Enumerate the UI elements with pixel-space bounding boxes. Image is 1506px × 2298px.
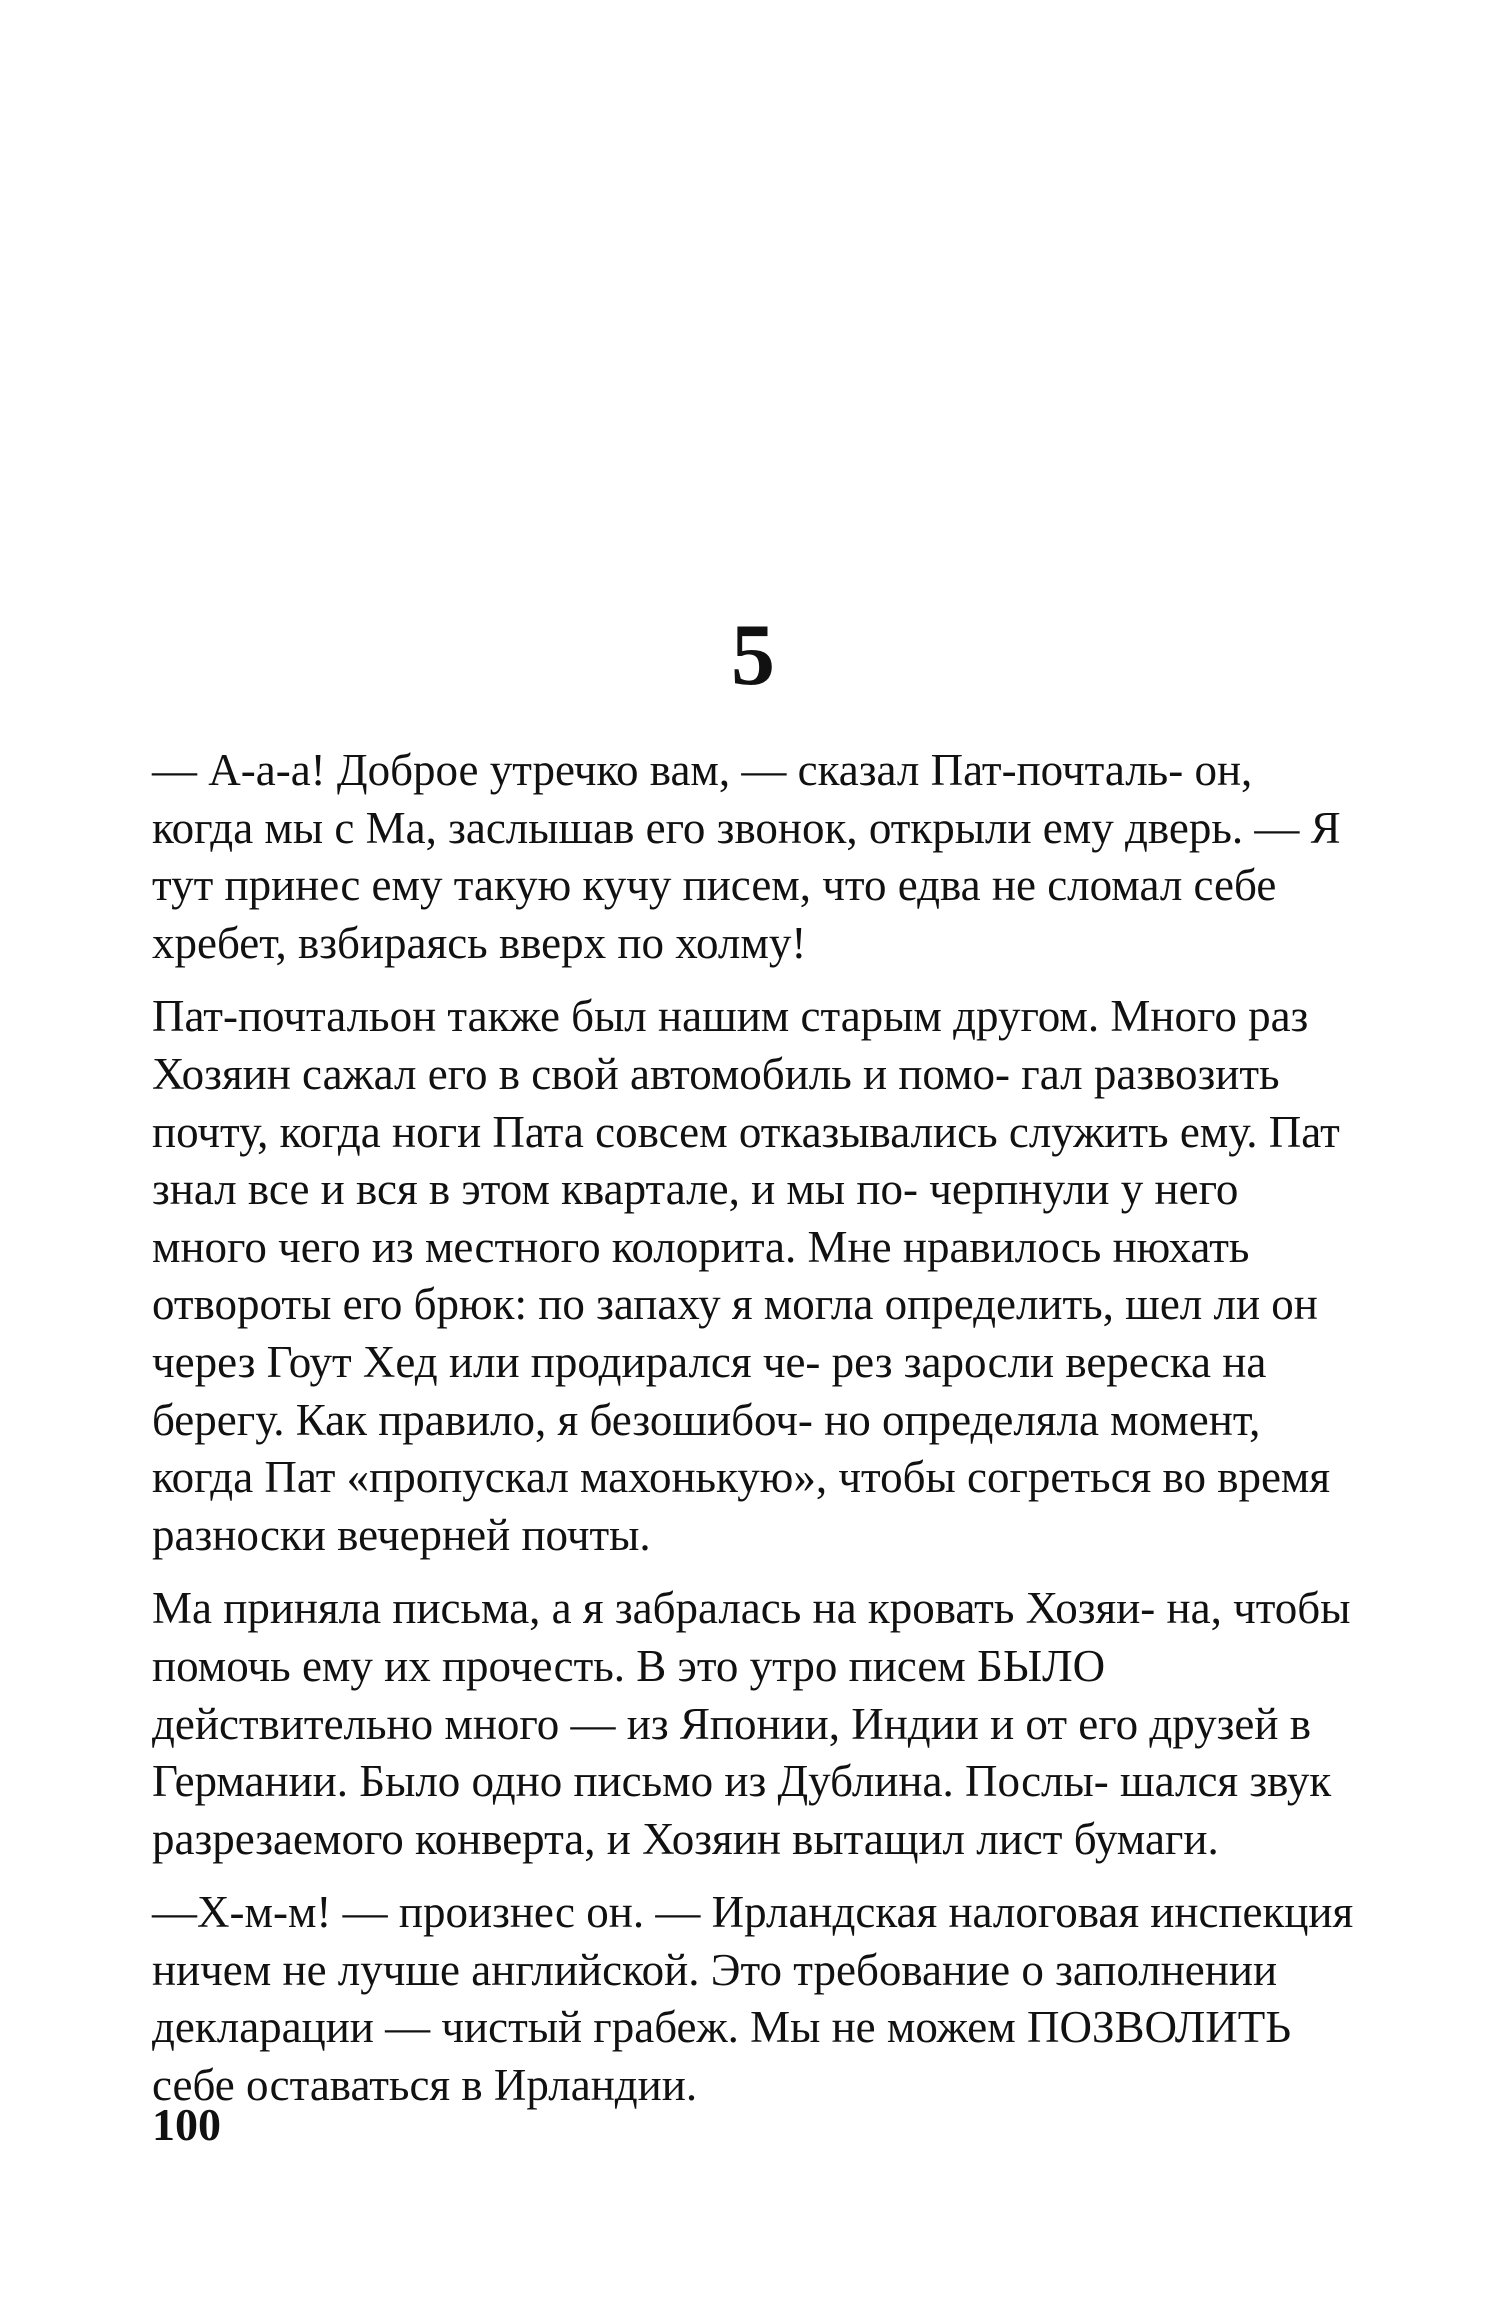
text-line: БЫЛО действительно много — из Японии, Индии и от его: [152, 1640, 1139, 1749]
text-line: чтобы согреться во время разноски вечерней почты.: [152, 1452, 1331, 1560]
text-line: заполнении декларации — чистый грабеж. Мы не можем: [152, 1944, 1278, 2053]
text-line: друзей в Германии. Было одно письмо из Дублина. Послы-: [152, 1698, 1311, 1807]
text-line: инспекция ничем не лучше английской. Это требование о: [152, 1887, 1354, 1995]
text-line: — А-а-а! Доброе утречко вам, — сказал Пат-почталь-: [152, 745, 1184, 795]
text-line: черпнули у него много чего из местного колорита. Мне: [152, 1164, 1239, 1272]
paragraph: [152, 742, 1362, 972]
text-line: нравилось нюхать отвороты его брюк: по запаху я могла: [152, 1221, 1250, 1330]
text-line: Много раз Хозяин сажал его в свой автомобиль и помо-: [152, 991, 1309, 1099]
chapter-number: 5: [731, 607, 775, 704]
body-text: [152, 742, 1362, 2131]
paragraph: [152, 1580, 1362, 1868]
page-number: 100: [152, 2099, 221, 2150]
text-line: рез заросли вереска на берегу. Как правило, я безошибоч-: [152, 1336, 1267, 1445]
text-line: определить, шел ли он через Гоут Хед или продирался че-: [152, 1279, 1318, 1387]
text-line: гал развозить почту, когда ноги Пата совсем отказывались: [152, 1048, 1280, 1157]
text-line: шался звук разрезаемого конверта, и Хозяин вытащил: [152, 1756, 1332, 1864]
text-line: но определяла момент, когда Пат «пропускал махонькую»,: [152, 1394, 1261, 1503]
text-line: Ма приняла письма, а я забралась на кровать Хозяи-: [152, 1583, 1156, 1634]
text-line: —Х-м-м! — произнес он. — Ирландская налоговая: [152, 1887, 1140, 1938]
text-line: дверь. — Я тут принес ему такую кучу писем, что едва не: [152, 802, 1341, 911]
paragraph: [152, 988, 1362, 1564]
text-line: служить ему. Пат знал все и вся в этом квартале, и мы по-: [152, 1106, 1340, 1215]
text-line: сломал себе хребет, взбираясь вверх по холму!: [152, 860, 1277, 968]
text-line: лист бумаги.: [976, 1813, 1219, 1864]
text-line: Пат-почтальон также был нашим старым другом.: [152, 991, 1100, 1042]
text-line: на, чтобы помочь ему их прочесть. В это утро писем: [152, 1583, 1351, 1691]
paragraph: [152, 1884, 1362, 2114]
text-line: он, когда мы с Ма, заслышав его звонок, открыли ему: [152, 745, 1253, 853]
text-line: ПОЗВОЛИТЬ себе оставаться в Ирландии.: [152, 2002, 1292, 2111]
